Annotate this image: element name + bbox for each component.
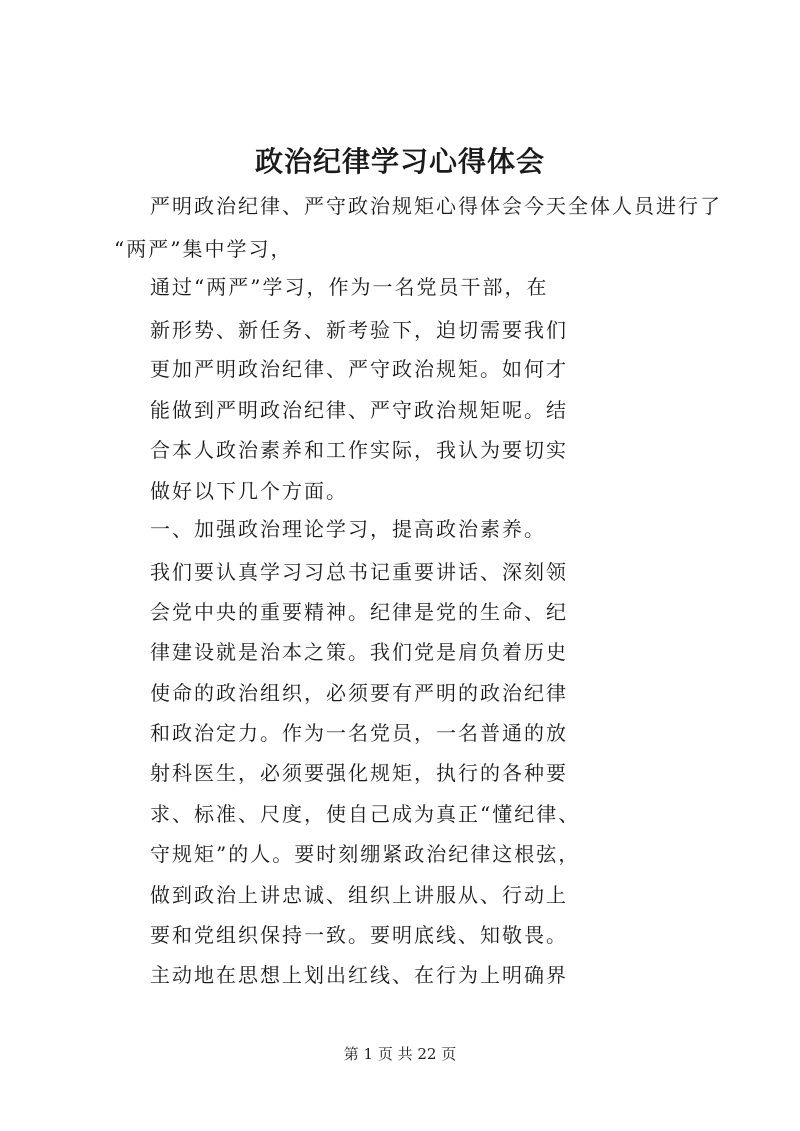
body-line: 能做到严明政治纪律、严守政治规矩呢。结 xyxy=(150,398,568,422)
body-line: 会党中央的重要精神。纪律是党的生命、纪 xyxy=(150,600,568,624)
body-line: 要和党组织保持一致。要明底线、知敬畏。 xyxy=(150,923,568,947)
body-line: “两严”集中学习， xyxy=(114,237,293,261)
body-line: 通过“两严”学习，作为一名党员干部，在 xyxy=(150,275,549,299)
body-line: 求、标准、尺度，使自己成为真正“懂纪律、 xyxy=(150,802,581,826)
body-line: 做好以下几个方面。 xyxy=(150,479,348,503)
document-title: 政治纪律学习心得体会 xyxy=(254,145,545,178)
body-line: 使命的政治组织，必须要有严明的政治纪律 xyxy=(150,681,568,705)
body-line: 我们要认真学习习总书记重要讲话、深刻领 xyxy=(150,560,568,584)
body-line: 新形势、新任务、新考验下，迫切需要我们 xyxy=(150,318,568,342)
body-line: 和政治定力。作为一名党员，一名普通的放 xyxy=(150,721,568,745)
section-heading: 一、加强政治理论学习，提高政治素养。 xyxy=(150,517,546,541)
body-line: 更加严明政治纪律、严守政治规矩。如何才 xyxy=(150,357,568,381)
body-line: 守规矩”的人。要时刻绷紧政治纪律这根弦， xyxy=(150,842,581,866)
body-line: 严明政治纪律、严守政治规矩心得体会今天全体人员进行了 xyxy=(150,194,722,218)
body-line: 合本人政治素养和工作实际，我认为要切实 xyxy=(150,438,568,462)
body-line: 做到政治上讲忠诚、组织上讲服从、行动上 xyxy=(150,883,568,907)
body-line: 射科医生，必须要强化规矩，执行的各种要 xyxy=(150,761,568,785)
body-line: 主动地在思想上划出红线、在行为上明确界 xyxy=(150,963,568,987)
page-number-footer: 第 1 页 共 22 页 xyxy=(343,1045,457,1063)
body-line: 律建设就是治本之策。我们党是肩负着历史 xyxy=(150,640,568,664)
